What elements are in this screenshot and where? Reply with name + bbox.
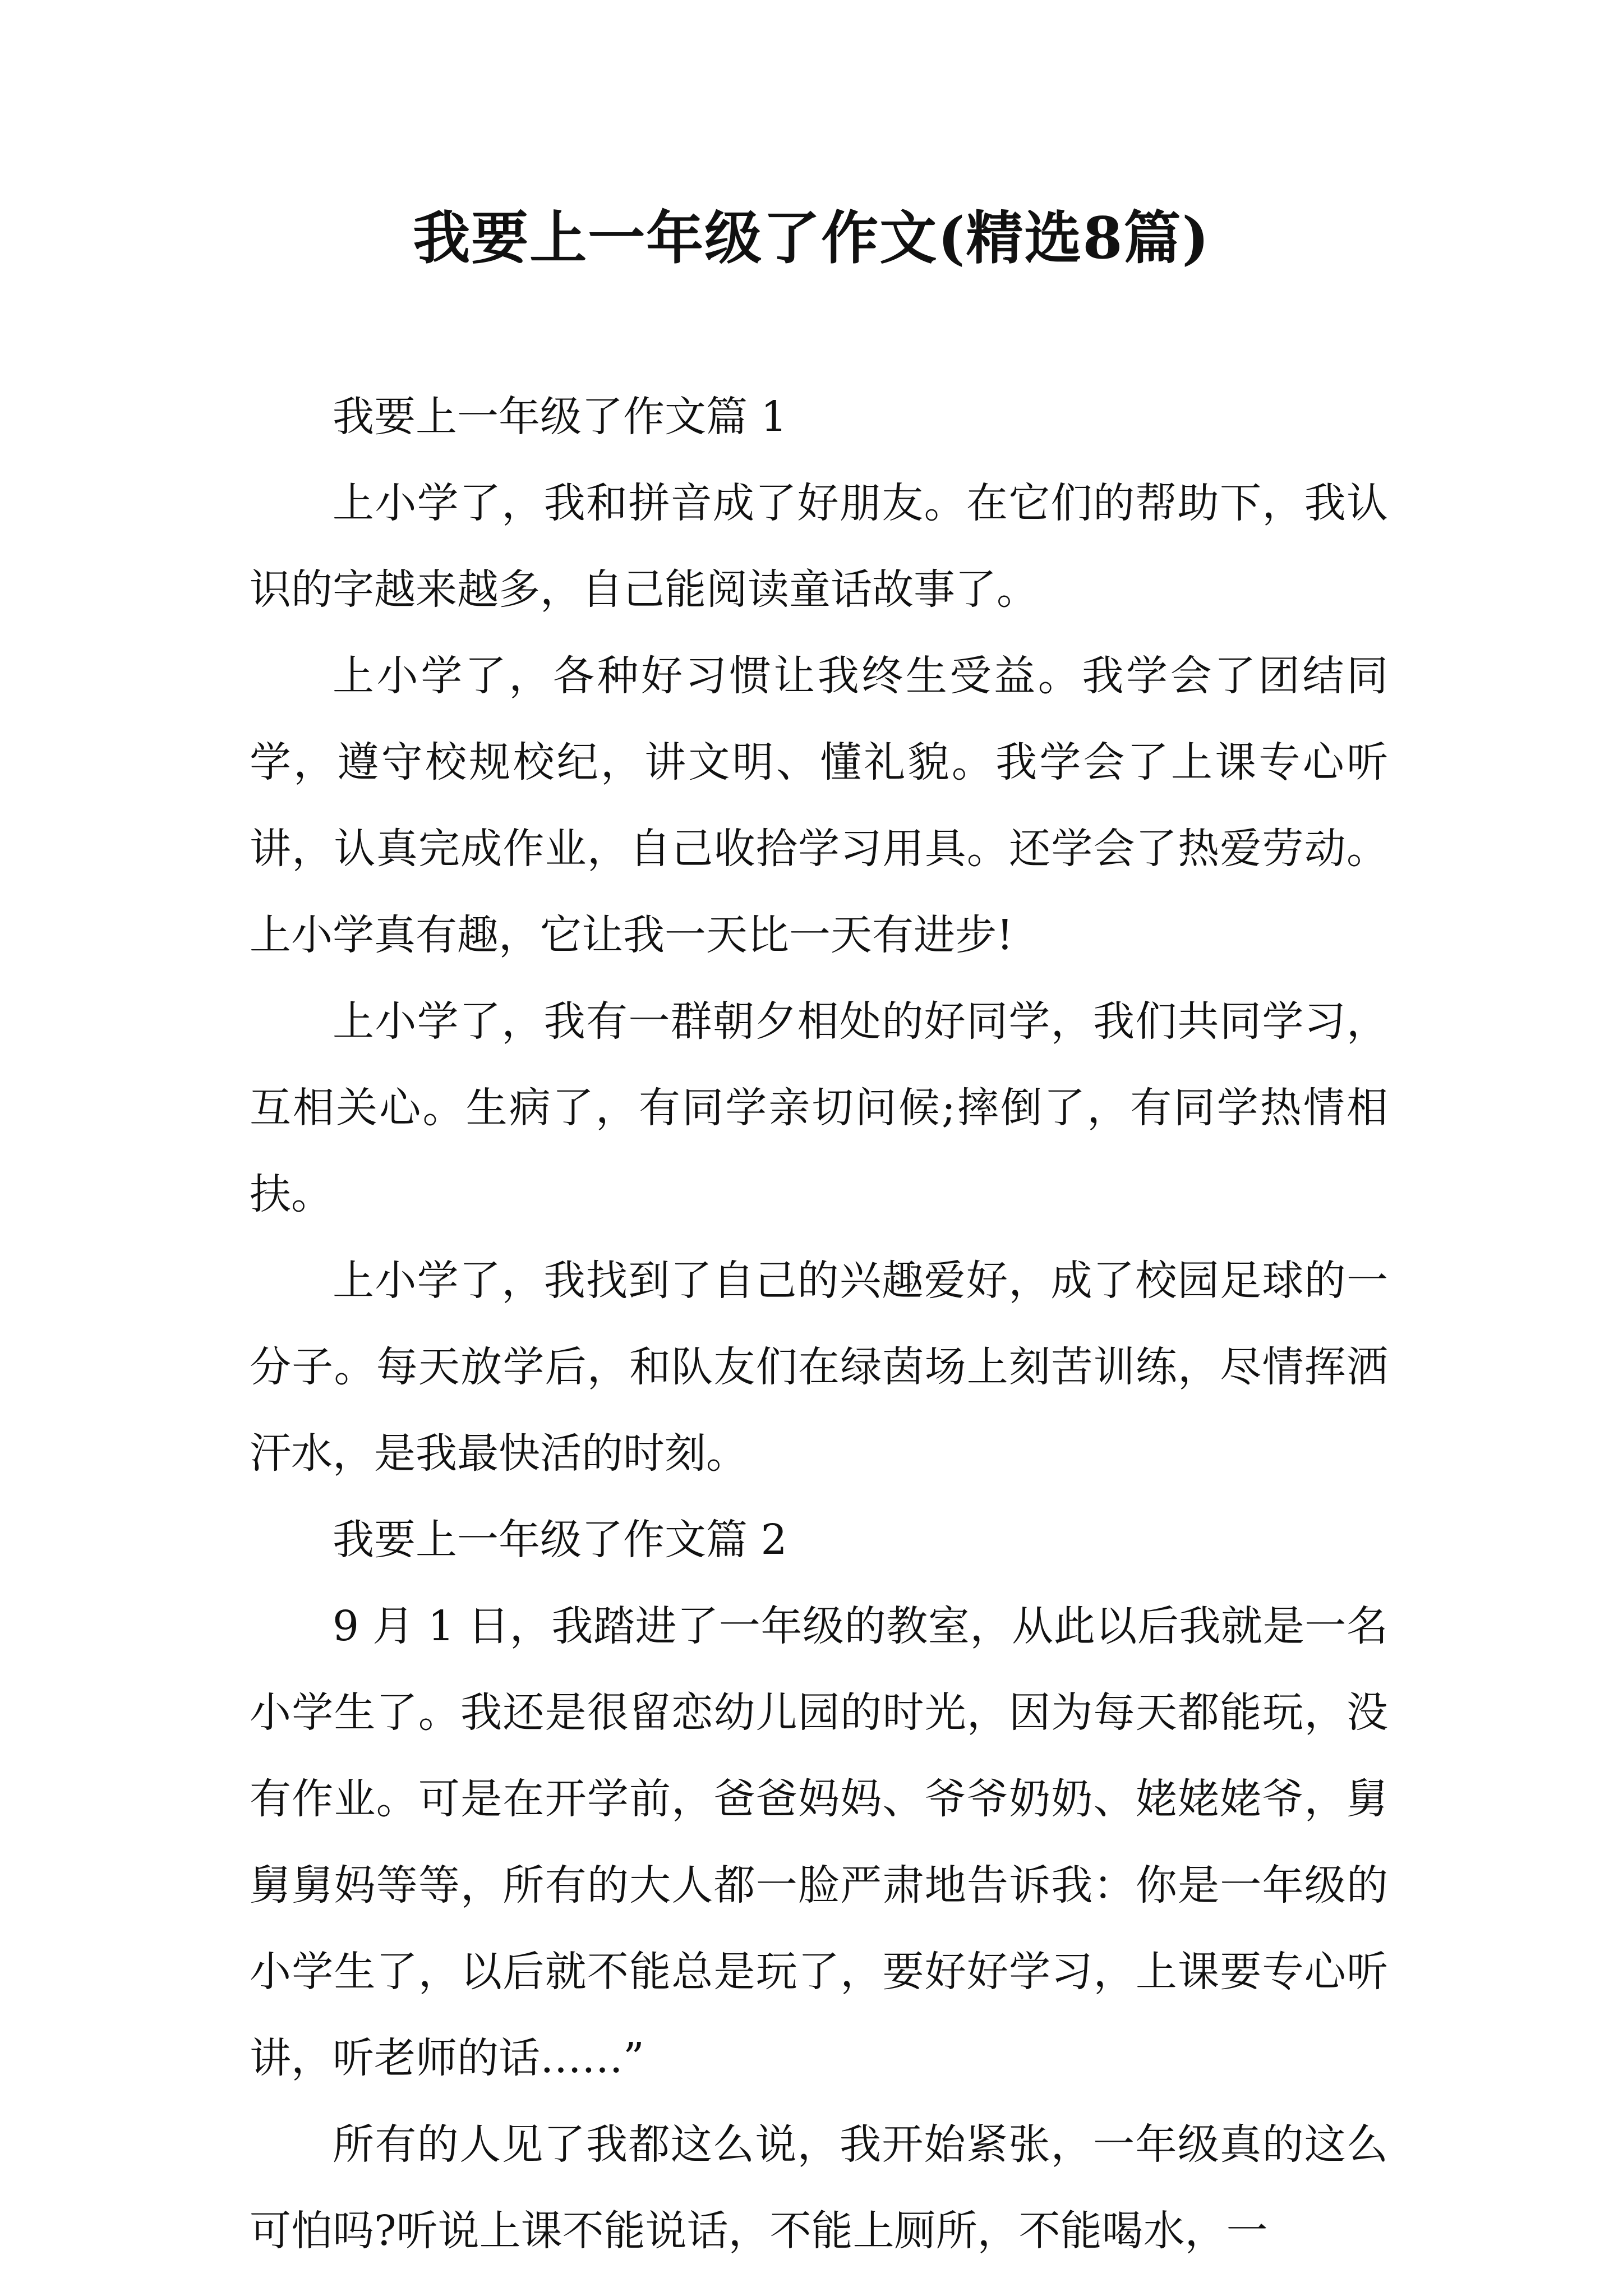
paragraph: 9 月 1 日，我踏进了一年级的教室，从此以后我就是一名小学生了。我还是很留恋幼儿园的时光，因为每天都能玩，没有作业。可是在开学前，爸爸妈妈、爷爷奶奶、姥姥姥爷，舅舅舅妈等等，所有的大人都一脸严肃地告诉我：你是一年级的小学生了，以后就不能总是玩了，要好好学习，上课要专心听讲，听老师的话……” <box>250 1602 1388 2082</box>
paragraph: 所有的人见了我都这么说，我开始紧张，一年级真的这么可怕吗?听说上课不能说话，不能上厕所，不能喝水，一 <box>250 2120 1388 2255</box>
paragraph: 上小学了，各种好习惯让我终生受益。我学会了团结同学，遵守校规校纪，讲文明、懂礼貌。我学会了上课专心听讲，认真完成作业，自己收拾学习用具。还学会了热爱劳动。上小学真有趣，它让我一天比一天有进步! <box>250 652 1388 959</box>
section-heading-1: 我要上一年级了作文篇 1 <box>333 393 787 441</box>
document-title: 我要上一年级了作文(精选8篇) <box>413 205 1210 272</box>
paragraph: 上小学了，我有一群朝夕相处的好同学，我们共同学习，互相关心。生病了，有同学亲切问候;摔倒了，有同学热情相扶。 <box>250 997 1388 1218</box>
document-body <box>250 374 1388 2274</box>
section-heading-2: 我要上一年级了作文篇 2 <box>333 1516 787 1564</box>
paragraph: 上小学了，我和拼音成了好朋友。在它们的帮助下，我认识的字越来越多，自己能阅读童话故事了。 <box>250 479 1388 614</box>
paragraph: 上小学了，我找到了自己的兴趣爱好，成了校园足球的一分子。每天放学后，和队友们在绿茵场上刻苦训练，尽情挥洒汗水，是我最快活的时刻。 <box>250 1257 1388 1478</box>
